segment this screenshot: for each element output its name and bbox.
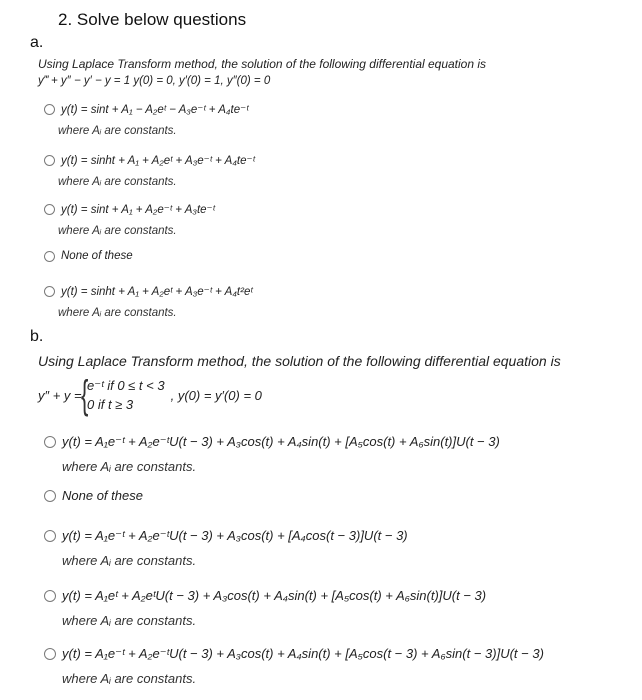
case-2: 0 if t ≥ 3	[86, 397, 134, 412]
option-text: y(t) = sint + A₁ − A₂eᵗ − A₃e⁻ᵗ + A₄te⁻ᵗ	[61, 104, 249, 116]
radio-button[interactable]	[44, 590, 56, 602]
part-b-prompt: Using Laplace Transform method, the solution of the following differential equation is	[38, 353, 561, 369]
option-text: y(t) = sint + A₁ + A₂e⁻ᵗ + A₃te⁻ᵗ	[61, 204, 215, 216]
part-a-option-2[interactable]	[44, 153, 255, 167]
option-text: None of these	[61, 250, 133, 262]
initial-conditions: , y(0) = y′(0) = 0	[170, 387, 262, 403]
part-b-label: b.	[30, 328, 44, 345]
radio-button[interactable]	[44, 155, 55, 166]
part-b-option-4-note: where Aᵢ are constants.	[62, 613, 197, 628]
radio-button[interactable]	[44, 490, 56, 502]
part-a-option-3[interactable]	[44, 202, 215, 216]
option-text: y(t) = A₁e⁻ᵗ + A₂e⁻ᵗU(t − 3) + A₃cos(t) + A₄sin(t) + [A₅cos(t) + A₆sin(t)]U(t − 3)	[62, 434, 500, 449]
part-b-option-1-note: where Aᵢ are constants.	[62, 459, 197, 474]
part-b-equation	[38, 375, 262, 415]
part-b-option-4[interactable]	[44, 588, 486, 603]
option-text: y(t) = sinht + A₁ + A₂eᵗ + A₃e⁻ᵗ + A₄te⁻ᵗ	[61, 155, 255, 167]
case-1: e⁻ᵗ if 0 ≤ t < 3	[86, 378, 165, 393]
radio-button[interactable]	[44, 251, 55, 262]
part-a-option-4[interactable]	[44, 250, 133, 262]
option-text: None of these	[62, 488, 143, 503]
part-a-option-3-note: where Aᵢ are constants.	[58, 225, 177, 237]
radio-button[interactable]	[44, 530, 56, 542]
part-b-option-3-note: where Aᵢ are constants.	[62, 553, 197, 568]
left-brace: {	[80, 373, 88, 417]
option-text: y(t) = A₁eᵗ + A₂eᵗU(t − 3) + A₃cos(t) + A₄sin(t) + [A₅cos(t) + A₆sin(t)]U(t − 3)	[62, 588, 487, 603]
part-a-equation: y‴ + y″ − y′ − y = 1 y(0) = 0, y′(0) = 1, y″(0) = 0	[38, 75, 271, 87]
part-b-option-2[interactable]	[44, 488, 143, 503]
equation-lhs: y″ + y =	[38, 387, 82, 403]
part-a-option-2-note: where Aᵢ are constants.	[58, 176, 177, 188]
radio-button[interactable]	[44, 204, 55, 215]
radio-button[interactable]	[44, 648, 56, 660]
part-a-option-5[interactable]	[44, 284, 253, 298]
part-b-option-5[interactable]	[44, 646, 544, 662]
option-text: y(t) = A₁e⁻ᵗ + A₂e⁻ᵗU(t − 3) + A₃cos(t) + A₄sin(t) + [A₅cos(t − 3) + A₆sin(t − 3)]U(t − 3)	[62, 646, 544, 661]
radio-button[interactable]	[44, 436, 56, 448]
part-b-option-3[interactable]	[44, 528, 408, 544]
part-a-option-1-note: where Aᵢ are constants.	[58, 125, 177, 137]
radio-button[interactable]	[44, 286, 55, 297]
question-heading: 2. Solve below questions	[58, 10, 247, 29]
piecewise-cases	[87, 376, 165, 414]
part-a-label: a.	[30, 34, 44, 51]
part-a-option-1[interactable]	[44, 102, 248, 116]
option-text: y(t) = A₁e⁻ᵗ + A₂e⁻ᵗU(t − 3) + A₃cos(t) + [A₄cos(t − 3)]U(t − 3)	[62, 528, 408, 543]
part-a-prompt: Using Laplace Transform method, the solution of the following differential equation is	[38, 57, 487, 71]
part-b-option-5-note: where Aᵢ are constants.	[62, 671, 197, 686]
radio-button[interactable]	[44, 104, 55, 115]
option-text: y(t) = sinht + A₁ + A₂eᵗ + A₃e⁻ᵗ + A₄t²eᵗ	[61, 286, 253, 298]
part-a-option-5-note: where Aᵢ are constants.	[58, 307, 177, 319]
part-b-option-1[interactable]	[44, 434, 500, 450]
